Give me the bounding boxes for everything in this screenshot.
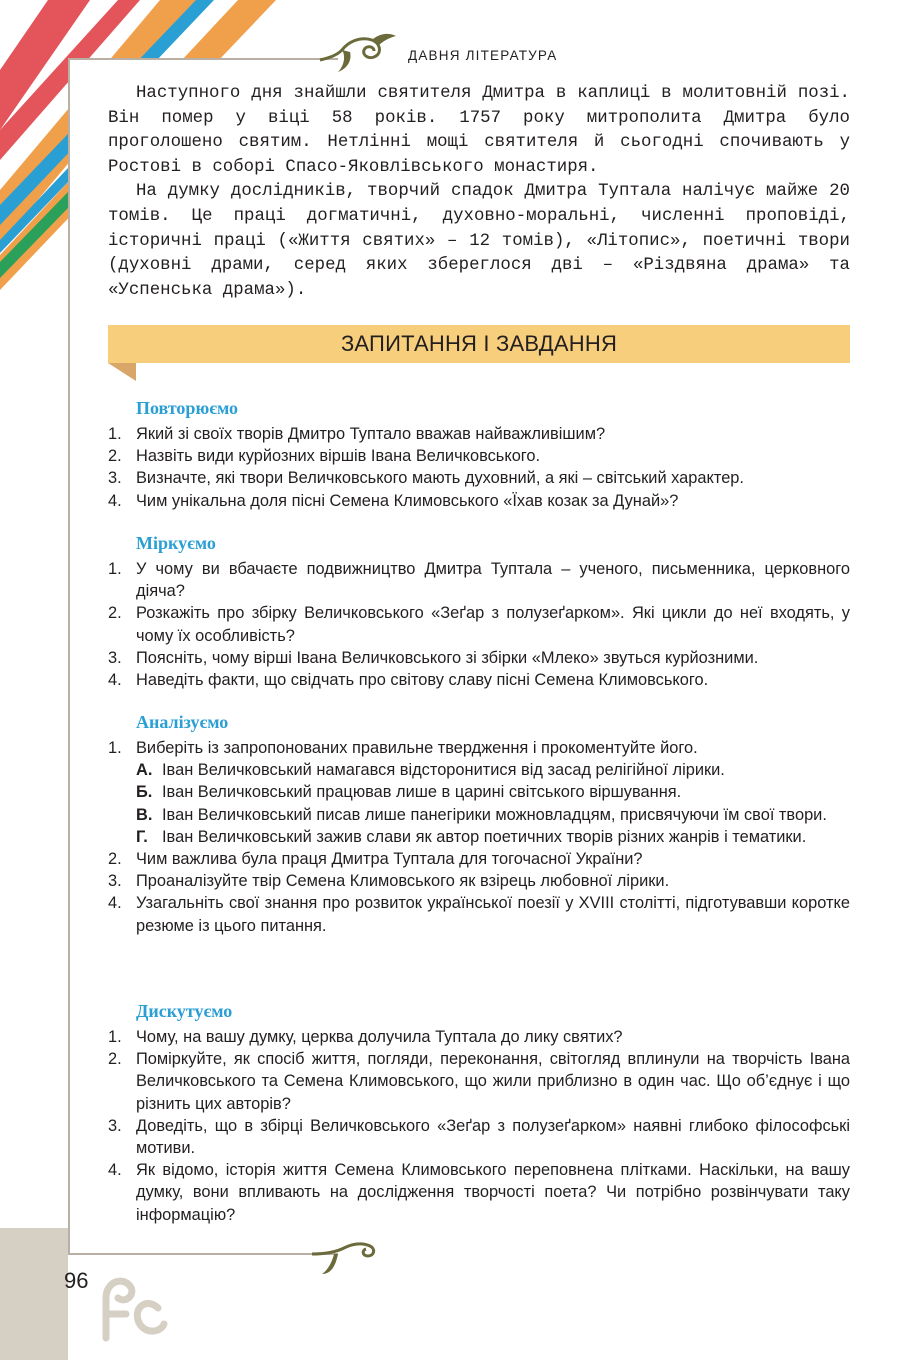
ornament-icon (318, 30, 398, 74)
section-heading: Дискутуємо (136, 1001, 233, 1021)
frame-line (68, 58, 70, 1255)
question-item (108, 1048, 850, 1115)
running-title: ДАВНЯ ЛІТЕРАТУРА (408, 48, 558, 63)
section-heading: Міркуємо (136, 533, 216, 553)
question-item (108, 1026, 850, 1048)
question-number: 1. (108, 739, 122, 757)
banner-fold-icon (108, 363, 136, 381)
question-text: У чому ви вбачаєте подвижництво Дмитра Туптала – ученого, письменника, церковного діяча? (136, 560, 850, 601)
question-item (108, 490, 850, 512)
question-text: Виберіть із запропонованих правильне твердження і прокоментуйте його. (136, 739, 698, 757)
question-number: 4. (108, 671, 122, 690)
question-item (108, 892, 850, 936)
question-list (108, 737, 850, 937)
question-item (108, 737, 850, 848)
option-text: Іван Величковський писав лише панегірики можновладцям, присвячуючи їм свої твори. (162, 805, 827, 824)
publisher-logo-icon (96, 1268, 170, 1342)
section-discuss (108, 1001, 850, 1226)
question-item (108, 1115, 850, 1159)
question-number: 2. (108, 604, 122, 623)
question-text: Чому, на вашу думку, церква долучила Туптала до лику святих? (136, 1028, 623, 1046)
option-letter: А. (136, 761, 153, 780)
question-item (108, 423, 850, 445)
question-text: Як відомо, історія життя Семена Климовського переповнена плітками. Наскільки, на вашу думку, вони впливають на дослідження творчості поета? Чи потрібно розвінчувати таку інформацію? (136, 1161, 850, 1224)
question-item (108, 870, 850, 892)
section-reflect (108, 533, 850, 691)
option-text: Іван Величковський працював лише в царині світського віршування. (162, 783, 682, 802)
question-item (108, 848, 850, 870)
option-letter: Б. (136, 783, 153, 802)
section-repeat (108, 398, 850, 512)
intro-text (108, 82, 850, 303)
question-number: 3. (108, 648, 122, 667)
question-number: 1. (108, 560, 122, 578)
question-number: 4. (108, 894, 122, 913)
section-analyze (108, 712, 850, 937)
question-number: 3. (108, 872, 122, 891)
question-item (108, 669, 850, 691)
question-text: Чим важлива була праця Дмитра Туптала для тогочасної України? (136, 850, 643, 869)
question-item (108, 602, 850, 646)
question-number: 2. (108, 1050, 122, 1069)
section-banner (108, 325, 850, 363)
frame-line-top (68, 58, 338, 60)
banner-title: ЗАПИТАННЯ І ЗАВДАННЯ (340, 331, 618, 356)
question-number: 4. (108, 1161, 122, 1180)
question-text: Розкажіть про збірку Величковського «Зеґар з полузеґарком». Які цикли до неї входять, у чому їх особливість? (136, 604, 850, 645)
ornament-bottom-icon (312, 1238, 382, 1282)
question-number: 2. (108, 447, 122, 466)
question-text: Проаналізуйте твір Семена Климовського як взірець любовної лірики. (136, 872, 670, 891)
question-text: Поясніть, чому вірші Івана Величковського зі збірки «Млеко» звуться курйозними. (136, 648, 759, 667)
question-number: 4. (108, 491, 122, 510)
question-text: Який зі своїх творів Дмитро Туптало вважав найважливішим? (136, 425, 606, 443)
question-number: 1. (108, 425, 122, 443)
question-list (108, 558, 850, 691)
question-number: 2. (108, 850, 122, 869)
answer-option (136, 781, 850, 803)
section-heading: Повторюємо (136, 398, 238, 418)
question-list (108, 423, 850, 512)
side-color-block (0, 1228, 68, 1360)
question-text: Назвіть види курйозних віршів Івана Величковського. (136, 447, 541, 466)
option-text: Іван Величковський намагався відсторонитися від засад релігійної лірики. (162, 761, 725, 780)
question-item (108, 647, 850, 669)
question-text: Наведіть факти, що свідчать про світову славу пісні Семена Климовського. (136, 671, 709, 690)
answer-options (136, 759, 850, 848)
question-item (108, 1159, 850, 1226)
option-letter: Г. (136, 827, 148, 846)
question-text: Доведіть, що в збірці Величковського «Зеґар з полузеґарком» наявні глибоко філософські мотиви. (136, 1116, 850, 1158)
answer-option (136, 759, 850, 781)
question-text: Узагальніть свої знання про розвиток української поезії у XVIII столітті, підготувавши коротке резюме із цього питання. (136, 894, 850, 935)
question-text: Визначте, які твори Величковського мають духовний, а які – світський характер. (136, 469, 744, 488)
question-list (108, 1026, 850, 1226)
intro-paragraph: Наступного дня знайшли святителя Дмитра в каплиці в молитовній позі. Він помер у віці 58 років. 1757 року митрополита Дмитра було проголошено святим. Нетлінні мощі святителя й сьогодні спочивають у Ростові в соборі Спасо-Яковлівського монастиря. (108, 84, 850, 177)
option-letter: В. (136, 805, 153, 824)
option-text: Іван Величковський зажив слави як автор поетичних творів різних жанрів і тематики. (162, 827, 807, 846)
question-number: 3. (108, 469, 122, 488)
frame-line-bottom (68, 1253, 338, 1255)
question-item (108, 558, 850, 602)
question-number: 1. (108, 1028, 122, 1046)
answer-option (136, 804, 850, 826)
page-number: 96 (64, 1268, 89, 1293)
question-item (108, 467, 850, 489)
question-text: Чим унікальна доля пісні Семена Климовського «Їхав козак за Дунай»? (136, 491, 679, 510)
intro-paragraph: На думку дослідників, творчий спадок Дмитра Туптала налічує майже 20 томів. Це праці догматичні, духовно-моральні, численні проповіді, історичні праці («Життя святих» – 12 томів), «Літопис», поетичні твори (духовні драми, серед яких збереглося дві – «Різдвяна драма» та «Успенська драма»). (108, 182, 850, 300)
question-text: Поміркуйте, як спосіб життя, погляди, переконання, світогляд вплинули на творчість Івана Величковського та Семена Климовського, що жили приблизно в один час. Що об’єднує і що різнить цих авторів? (136, 1050, 850, 1113)
answer-option (136, 826, 850, 848)
section-heading: Аналізуємо (136, 712, 229, 732)
question-number: 3. (108, 1116, 122, 1135)
question-item (108, 445, 850, 467)
